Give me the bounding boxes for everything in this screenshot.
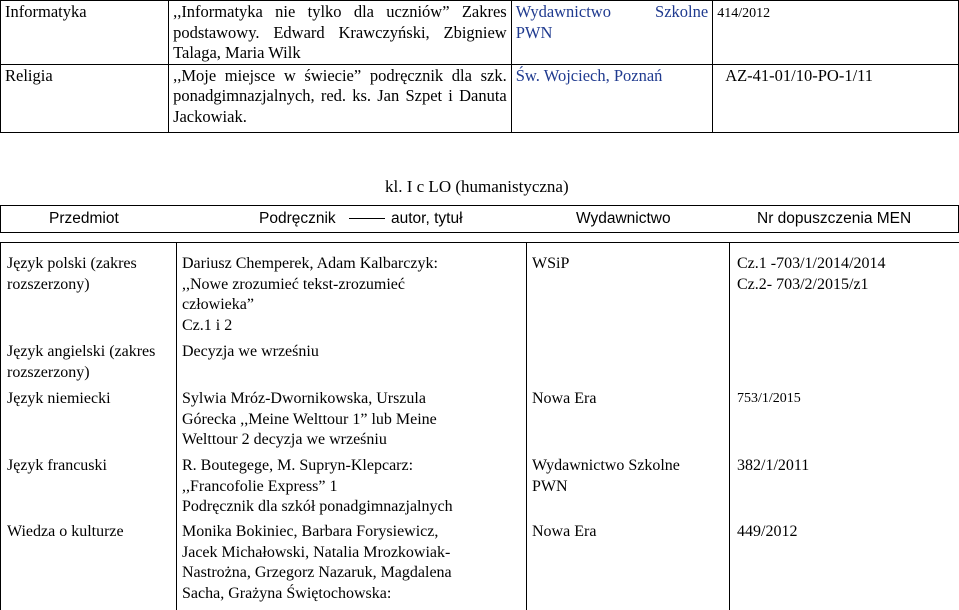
book-line: człowieka” xyxy=(182,296,254,313)
book-cell xyxy=(182,254,522,336)
header-book-sub: autor, tytuł xyxy=(391,210,463,227)
publisher-cell: Św. Wojciech, Poznań xyxy=(511,64,712,132)
publisher-cell: WSiP xyxy=(532,255,570,272)
subject-cell: Język polski (zakres rozszerzony) xyxy=(7,255,137,293)
book-cell xyxy=(182,456,522,518)
column-divider xyxy=(526,242,527,610)
table-row xyxy=(1,64,959,132)
book-line: Cz.1 i 2 xyxy=(182,316,233,334)
book-cell: ,,Informatyka nie tylko dla uczniów” Zakres podstawowy. Edward Krawczyński, Zbigniew Talaga, Maria Wilk xyxy=(169,1,512,65)
subject-cell: Język niemiecki xyxy=(7,390,111,407)
book-line: Jacek Michałowski, Natalia Mrozkowiak- xyxy=(182,543,451,561)
publisher-cell xyxy=(511,1,712,65)
approval-number: Cz.2- 703/2/2015/z1 xyxy=(737,275,869,293)
header-dash xyxy=(349,218,385,219)
subject-cell: Język angielski (zakres rozszerzony) xyxy=(7,343,156,381)
publisher-cell: Nowa Era xyxy=(532,523,597,540)
class-heading: kl. I c LO (humanistyczna) xyxy=(385,177,569,196)
approval-number: 414/2012 xyxy=(717,6,771,21)
subject-cell: Wiedza o kulturze xyxy=(7,523,124,540)
book-line: R. Boutegege, M. Supryn-Klepcarz: xyxy=(182,457,414,474)
publisher-cell: Nowa Era xyxy=(532,390,597,407)
number-cell: 753/1/2015 xyxy=(737,391,801,406)
number-cell xyxy=(713,64,959,132)
header-book: Podręcznik xyxy=(259,210,336,227)
subject-cell: Religia xyxy=(1,64,169,132)
book-line: Sylwia Mróz-Dwornikowska, Urszula xyxy=(182,390,426,407)
approval-number: AZ-41-01/10-PO-1/11 xyxy=(725,65,874,85)
table-row xyxy=(1,1,959,65)
book-line: Sacha, Grażyna Świętochowska: xyxy=(182,584,392,602)
book-line: Monika Bokiniec, Barbara Forysiewicz, xyxy=(182,523,439,540)
book-line: Welttour 2 decyzja we wrześniu xyxy=(182,431,387,448)
book-line: ,,Nowe zrozumieć tekst-zrozumieć xyxy=(182,275,406,293)
number-cell xyxy=(737,254,957,295)
book-line: Dariusz Chemperek, Adam Kalbarczyk: xyxy=(182,255,438,272)
column-header xyxy=(0,205,959,233)
publisher-line: Wydawnictwo Szkolne xyxy=(532,457,680,474)
header-publisher: Wydawnictwo xyxy=(576,210,671,227)
publisher-line: PWN xyxy=(532,477,568,495)
publisher-word: Szkolne xyxy=(655,2,709,21)
header-subject: Przedmiot xyxy=(49,210,119,227)
column-divider xyxy=(176,242,177,610)
book-line: Górecka ,,Meine Welttour 1” lub Meine xyxy=(182,410,437,428)
publisher-word: PWN xyxy=(515,22,553,42)
book-line: Nastrożna, Grzegorz Nazaruk, Magdalena xyxy=(182,564,452,581)
header-number: Nr dopuszczenia MEN xyxy=(757,210,912,227)
book-cell xyxy=(182,389,522,451)
subject-cell: Informatyka xyxy=(1,1,169,65)
book-line: Podręcznik dla szkół ponadgimnazjalnych xyxy=(182,498,453,515)
book-cell xyxy=(182,522,522,604)
book-line: ,,Francofolie Express” 1 xyxy=(182,477,338,495)
book-cell: Decyzja we wrześniu xyxy=(182,343,319,360)
number-cell: 382/1/2011 xyxy=(737,457,810,474)
publisher-word: Wydawnictwo xyxy=(515,2,611,21)
approval-number: Cz.1 -703/1/2014/2014 xyxy=(737,255,886,272)
subject-cell: Język francuski xyxy=(7,457,107,474)
book-cell: ,,Moje miejsce w świecie” podręcznik dla szk. ponadgimnazjalnych, red. ks. Jan Szpet i Danuta Jackowiak. xyxy=(169,64,512,132)
publisher-cell xyxy=(532,456,732,497)
previous-class-table xyxy=(0,0,959,133)
number-cell xyxy=(713,1,959,65)
column-divider xyxy=(729,242,730,610)
number-cell: 449/2012 xyxy=(737,523,798,540)
